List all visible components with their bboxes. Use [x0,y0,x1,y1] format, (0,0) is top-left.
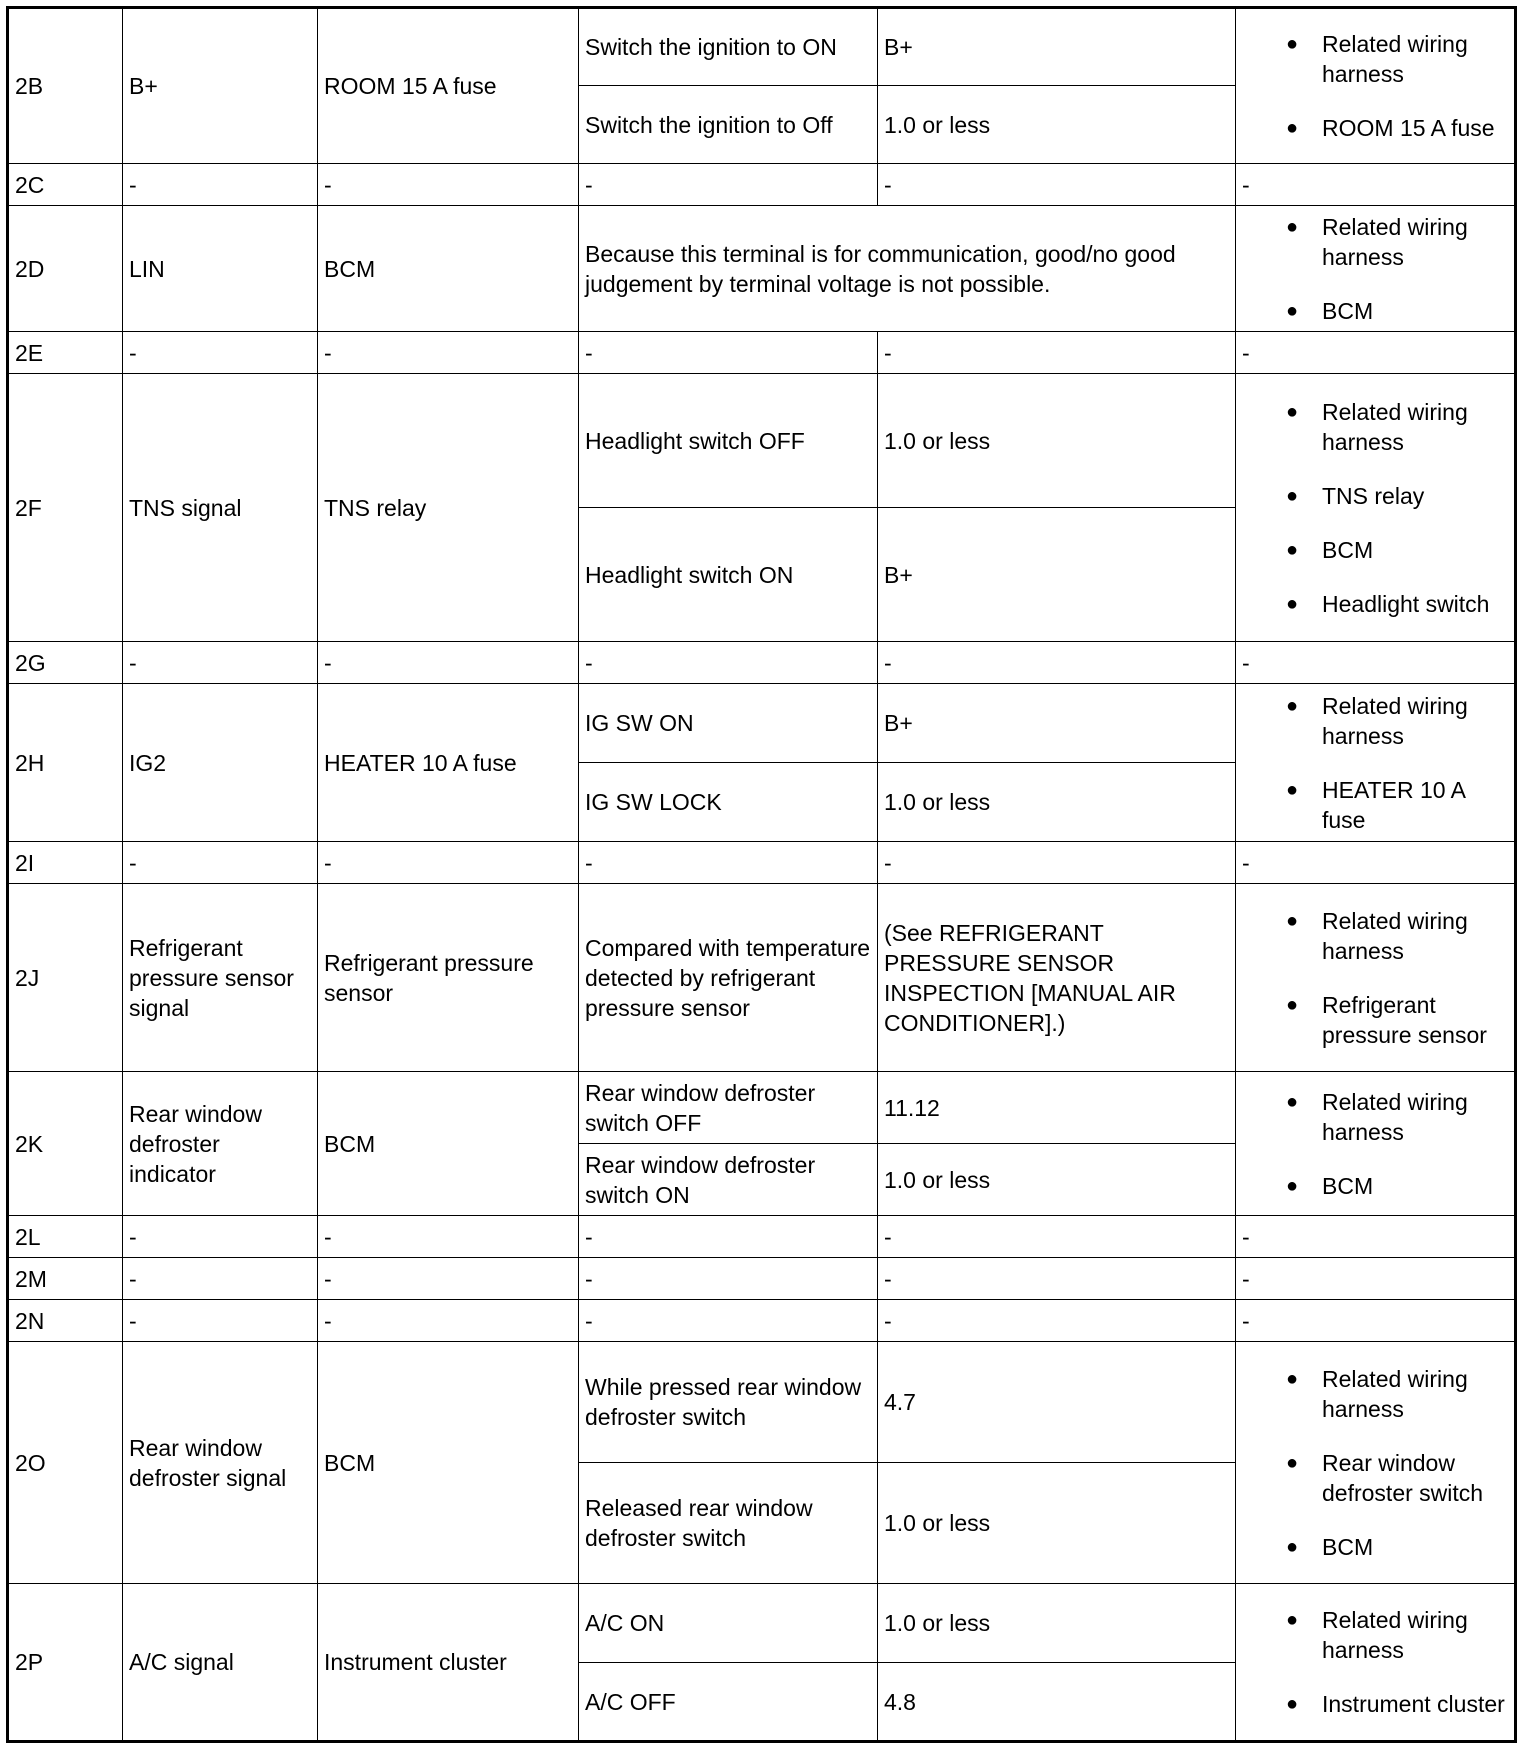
inspection-list-item: ● Related wiring harness [1242,212,1510,272]
voltage-cell: 1.0 or less [878,1144,1236,1216]
voltage-cell: - [878,332,1236,374]
inspection-list-item: ● Rear window defroster switch [1242,1448,1510,1508]
voltage-cell: 1.0 or less [878,1584,1236,1663]
voltage-cell: - [878,642,1236,684]
table-row [8,1216,1516,1258]
measurement-condition-cell: Headlight switch ON [579,508,878,642]
inspection-item-cell: - [1236,842,1516,884]
inspection-list-item: ● BCM [1242,296,1510,326]
terminal-cell: 2L [8,1216,123,1258]
signal-name-cell: LIN [123,206,318,332]
voltage-cell: 1.0 or less [878,1463,1236,1584]
voltage-cell: 11.12 [878,1072,1236,1144]
terminal-cell: 2P [8,1584,123,1742]
table-row [8,206,1516,332]
measurement-condition-cell: Switch the ignition to Off [579,86,878,164]
measurement-condition-cell: A/C OFF [579,1663,878,1742]
voltage-cell: 1.0 or less [878,763,1236,842]
inspection-list-item: ● Related wiring harness [1242,906,1510,966]
signal-name-cell: - [123,164,318,206]
measurement-condition-cell: Switch the ignition to ON [579,8,878,86]
terminal-cell: 2K [8,1072,123,1216]
inspection-item-cell [1236,206,1516,332]
table-row [8,1342,1516,1463]
inspection-list-item: ● Instrument cluster [1242,1689,1510,1719]
inspection-list-item: ● Related wiring harness [1242,691,1510,751]
inspection-list [1242,1605,1510,1719]
inspection-list-item: ● ROOM 15 A fuse [1242,113,1510,143]
inspection-list-item: ● BCM [1242,1171,1510,1201]
connected-to-cell: BCM [318,1072,579,1216]
inspection-list [1242,906,1510,1050]
signal-name-cell: - [123,842,318,884]
inspection-list [1242,397,1510,619]
measurement-condition-cell: Headlight switch OFF [579,374,878,508]
inspection-list-item: ● Headlight switch [1242,589,1510,619]
inspection-item-cell [1236,1072,1516,1216]
table-row [8,642,1516,684]
inspection-list-item: ● TNS relay [1242,481,1510,511]
voltage-cell: 1.0 or less [878,86,1236,164]
table-row [8,1072,1516,1144]
connected-to-cell: Refrigerant pressure sensor [318,884,579,1072]
connected-to-cell: - [318,1258,579,1300]
signal-name-cell: Rear window defroster indicator [123,1072,318,1216]
terminal-cell: 2O [8,1342,123,1584]
inspection-list-item: ● Related wiring harness [1242,397,1510,457]
communication-note-cell: Because this terminal is for communication, good/no good judgement by terminal voltage is not possible. [579,206,1236,332]
connected-to-cell: - [318,332,579,374]
inspection-list-item: ● Related wiring harness [1242,1087,1510,1147]
inspection-list [1242,29,1510,143]
measurement-condition-cell: - [579,1216,878,1258]
measurement-condition-cell: Released rear window defroster switch [579,1463,878,1584]
terminal-cell: 2N [8,1300,123,1342]
terminal-cell: 2J [8,884,123,1072]
voltage-cell: B+ [878,684,1236,763]
table-row [8,8,1516,86]
inspection-list [1242,1364,1510,1562]
terminal-cell: 2G [8,642,123,684]
measurement-condition-cell: - [579,332,878,374]
table-row [8,842,1516,884]
measurement-condition-cell: - [579,1300,878,1342]
inspection-list-item: ● Related wiring harness [1242,1605,1510,1665]
terminal-cell: 2F [8,374,123,642]
table-row [8,884,1516,1072]
inspection-item-cell: - [1236,1216,1516,1258]
signal-name-cell: IG2 [123,684,318,842]
inspection-list [1242,691,1510,835]
signal-name-cell: - [123,1216,318,1258]
terminal-cell: 2B [8,8,123,164]
inspection-item-cell: - [1236,1300,1516,1342]
measurement-condition-cell: Rear window defroster switch ON [579,1144,878,1216]
inspection-list-item: ● Refrigerant pressure sensor [1242,990,1510,1050]
connected-to-cell: - [318,1300,579,1342]
inspection-list-item: ● Related wiring harness [1242,29,1510,89]
voltage-cell: 1.0 or less [878,374,1236,508]
table-body [8,8,1516,1742]
terminal-cell: 2D [8,206,123,332]
measurement-condition-cell: Rear window defroster switch OFF [579,1072,878,1144]
inspection-item-cell [1236,374,1516,642]
voltage-cell: B+ [878,508,1236,642]
table-row [8,332,1516,374]
measurement-condition-cell: A/C ON [579,1584,878,1663]
signal-name-cell: Refrigerant pressure sensor signal [123,884,318,1072]
terminal-cell: 2H [8,684,123,842]
terminal-voltage-table [6,6,1517,1743]
measurement-condition-cell: While pressed rear window defroster switch [579,1342,878,1463]
voltage-cell: 4.8 [878,1663,1236,1742]
inspection-item-cell [1236,684,1516,842]
connected-to-cell: ROOM 15 A fuse [318,8,579,164]
inspection-list-item: ● HEATER 10 A fuse [1242,775,1510,835]
measurement-condition-cell: IG SW ON [579,684,878,763]
measurement-condition-cell: Compared with temperature detected by refrigerant pressure sensor [579,884,878,1072]
inspection-item-cell: - [1236,164,1516,206]
connected-to-cell: - [318,164,579,206]
signal-name-cell: - [123,1258,318,1300]
signal-name-cell: Rear window defroster signal [123,1342,318,1584]
table-row [8,684,1516,763]
connected-to-cell: BCM [318,206,579,332]
signal-name-cell: - [123,642,318,684]
inspection-item-cell: - [1236,332,1516,374]
table-row [8,1300,1516,1342]
signal-name-cell: A/C signal [123,1584,318,1742]
voltage-cell: - [878,1300,1236,1342]
inspection-item-cell [1236,1342,1516,1584]
inspection-list-item: ● Related wiring harness [1242,1364,1510,1424]
connected-to-cell: HEATER 10 A fuse [318,684,579,842]
signal-name-cell: B+ [123,8,318,164]
inspection-list-item: ● BCM [1242,1532,1510,1562]
terminal-cell: 2M [8,1258,123,1300]
voltage-cell: - [878,164,1236,206]
table-row [8,374,1516,508]
connected-to-cell: BCM [318,1342,579,1584]
inspection-item-cell [1236,1584,1516,1742]
connected-to-cell: - [318,842,579,884]
terminal-cell: 2E [8,332,123,374]
terminal-cell: 2I [8,842,123,884]
voltage-cell: (See REFRIGERANT PRESSURE SENSOR INSPECTION [MANUAL AIR CONDITIONER].) [878,884,1236,1072]
inspection-item-cell: - [1236,642,1516,684]
terminal-cell: 2C [8,164,123,206]
table-row [8,164,1516,206]
measurement-condition-cell: - [579,1258,878,1300]
table-row [8,1584,1516,1663]
voltage-cell: - [878,842,1236,884]
inspection-list-item: ● BCM [1242,535,1510,565]
voltage-cell: - [878,1258,1236,1300]
measurement-condition-cell: IG SW LOCK [579,763,878,842]
measurement-condition-cell: - [579,842,878,884]
inspection-item-cell [1236,8,1516,164]
inspection-item-cell: - [1236,1258,1516,1300]
voltage-cell: B+ [878,8,1236,86]
signal-name-cell: - [123,332,318,374]
inspection-list [1242,212,1510,326]
connected-to-cell: Instrument cluster [318,1584,579,1742]
inspection-item-cell [1236,884,1516,1072]
voltage-cell: 4.7 [878,1342,1236,1463]
signal-name-cell: TNS signal [123,374,318,642]
measurement-condition-cell: - [579,642,878,684]
table-row [8,1258,1516,1300]
connected-to-cell: TNS relay [318,374,579,642]
connected-to-cell: - [318,642,579,684]
signal-name-cell: - [123,1300,318,1342]
measurement-condition-cell: - [579,164,878,206]
connected-to-cell: - [318,1216,579,1258]
voltage-cell: - [878,1216,1236,1258]
inspection-list [1242,1087,1510,1201]
